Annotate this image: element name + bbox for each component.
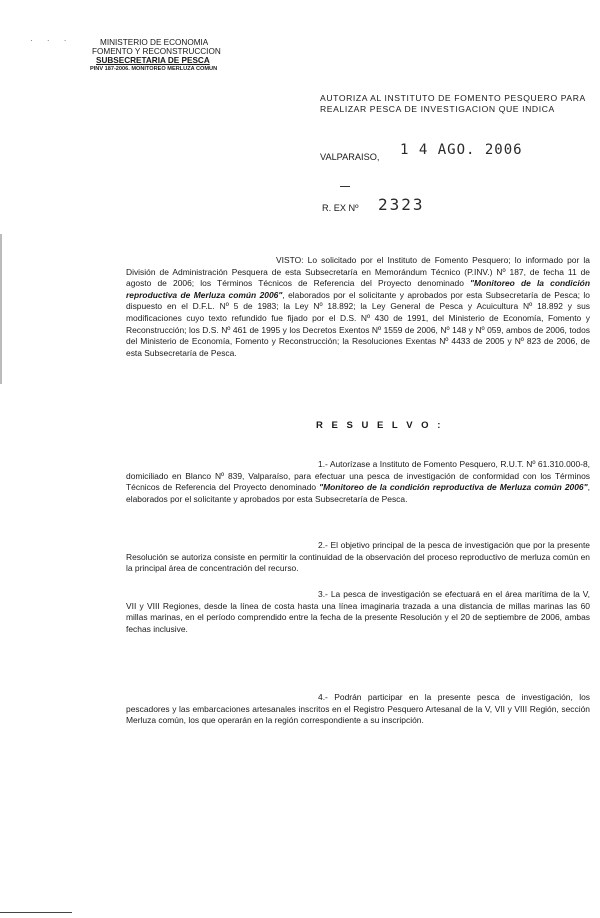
footer-rule [0,912,72,913]
place-label: VALPARAISO, [320,152,380,162]
header-ministry-2: FOMENTO Y RECONSTRUCCION [92,47,221,56]
item-4-text: 4.- Podrán participar en la presente pesca de investigación, los pescadores y las embarcaciones artesanales inscritos en el Registro Pesquero Artesanal de la V, VII y VIII Región, sección Merluza común, los que operarán en la región correspondiente a su inscripción. [126,692,590,726]
item-1-text-b: , elaborados por el solicitante y aprobados por esta Subsecretaría de Pesca. [126,482,590,504]
item-1-text-a: 1.- Autorízase a Instituto de Fomento Pesquero, R.U.T. Nº 61.310.000-8, domiciliado en Blanco Nº 839, Valparaíso, para efectuar una pesca de investigación de conformidad con los Términos Técnicos de Referencia del Proyecto denominado [126,459,590,493]
resolution-label: R. EX Nº [322,203,359,213]
item-4 [126,692,590,727]
header-ministry: MINISTERIO DE ECONOMIA [100,38,209,47]
resolution-number: 2323 [378,195,425,214]
visto-project-title: "Monitoreo de la condición reproductiva de Merluza común 2006" [126,278,590,300]
scan-edge-mark [0,234,2,384]
item-2 [126,540,590,575]
resuelvo-heading: R E S U E L V O : [316,420,444,431]
item-1 [126,459,590,505]
visto-text-2: , elaborados por el solicitante y aprobados por esta Subsecretaría de Pesca; lo dispuesto en el D.F.L. Nº 5 de 1983; la Ley Nº 18.892; la Ley General de Pesca y Acuicultura Nº 18.892 y sus modificaciones cuyo texto refundido fue fijado por el D.S. Nº 430 de 1991, del Ministerio de Economía, Fomento y Reconstrucción; los D.S. Nº 461 de 1995 y los Decretos Exentos Nº 1559 de 2006, Nº 148 y Nº 059, ambos de 2006, todos del Ministerio de Economía, Fomento y Reconstrucción; la Resoluciones Exentas Nº 4433 de 2005 y Nº 823 de 2006, de esta Subsecretaría de Pesca. [126,289,590,358]
dash-mark [340,186,350,187]
visto-lead: VISTO: [276,255,304,265]
item-3 [126,589,590,635]
item-2-text: 2.- El objetivo principal de la pesca de investigación que por la presente Resolución se autoriza consiste en permitir la continuidad de la observación del proceso reproductivo de merluza común en la principal área de concentración del recurso. [126,540,590,574]
ministry-header [90,38,221,74]
scan-specks: · · · [30,36,73,45]
item-3-text: 3.- La pesca de investigación se efectuará en el área marítima de la V, VII y VIII Regiones, desde la línea de costa hasta una línea imaginaria trazada a una distancia de millas marinas las 60 millas marinas, en el período comprendido entre la fecha de la presente Resolución y el 20 de septiembre de 2006, ambas fechas inclusive. [126,589,590,634]
document-subject: AUTORIZA AL INSTITUTO DE FOMENTO PESQUERO PARA REALIZAR PESCA DE INVESTIGACION QUE INDICA [320,93,586,114]
date-stamp: 1 4 AGO. 2006 [400,142,523,158]
visto-text-1: Lo solicitado por el Instituto de Fomento Pesquero; lo informado por la División de Administración Pesquera de esta Subsecretaría en Memorándum Técnico (P.INV.) Nº 187, de fecha 11 de agosto de 2006; los Términos Técnicos de Referencia del Proyecto denominado [126,255,590,289]
header-project-code: PINV 187-2006. MONITOREO MERLUZA COMUN [90,66,218,72]
item-1-project-title: "Monitoreo de la condición reproductiva de Merluza común 2006" [319,482,588,493]
header-subsecretaria: SUBSECRETARIA DE PESCA [96,56,210,65]
visto-paragraph [126,255,590,359]
